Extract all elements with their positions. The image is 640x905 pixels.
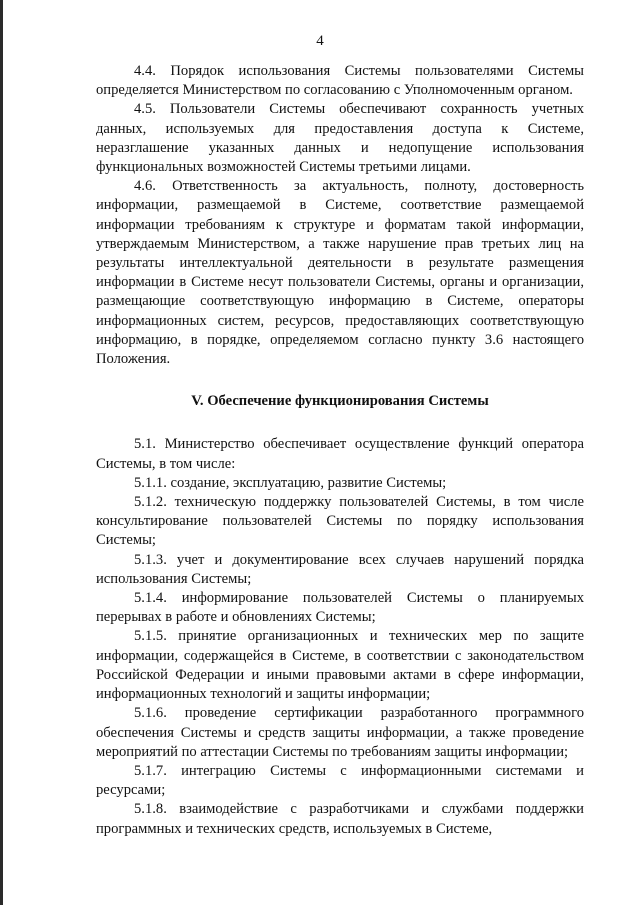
paragraph-5-1-1: 5.1.1. создание, эксплуатацию, развитие Системы; (134, 474, 447, 491)
paragraph-4-4: 4.4. Порядок использования Системы пользователями Системы определяется Министерством по согласованию с Уполномоченным органом. (96, 63, 584, 99)
paragraph-5-1-6: 5.1.6. проведение сертификации разработанного программного обеспечения Системы и средств защиты информации, а также проведение мероприятий по аттестации Системы по требованиям защиты информации; (96, 705, 584, 760)
paragraph-5-1-8: 5.1.8. взаимодействие с разработчиками и службами поддержки программных и технических средств, используемых в Системе, (96, 801, 584, 837)
section-heading: V. Обеспечение функционирования Системы (191, 393, 489, 410)
paragraph-5-1-4: 5.1.4. информирование пользователей Системы о планируемых перерывах в работе и обновлениях Системы; (96, 590, 584, 626)
page-edge-shadow (0, 0, 3, 905)
paragraph-5-1-2: 5.1.2. техническую поддержку пользователей Системы, в том числе консультирование пользователей Системы по порядку использования Системы; (96, 494, 584, 549)
document-body (96, 62, 584, 839)
paragraph-5-1-7: 5.1.7. интеграцию Системы с информационными системами и ресурсами; (96, 762, 584, 799)
paragraph-5-1: 5.1. Министерство обеспечивает осуществление функций оператора Системы, в том числе: (96, 436, 584, 472)
paragraph-4-5: 4.5. Пользователи Системы обеспечивают сохранность учетных данных, используемых для предоставления доступа к Системе, неразглашение указанных данных и недопущение использования функциональных возможностей Системы третьими лицами. (96, 101, 584, 176)
paragraph-4-6: 4.6. Ответственность за актуальность, полноту, достоверность информации, размещаемой в Системе, соответствие размещаемой информации требованиям к структуре и форматам такой информации, утверждаемым Министерством, а также нарушение прав третьих лиц на результаты интеллектуальной деятельности в результате размещения информации в Системе несут пользователи Системы, органы и организации, размещающие соответствующую информацию в Системе, операторы информационных систем, ресурсов, предоставляющих соответствующую информацию, в порядке, определяемом согласно пункту 3.6 настоящего Положения. (96, 178, 584, 368)
page-number: 4 (316, 33, 324, 49)
paragraph-5-1-3: 5.1.3. учет и документирование всех случаев нарушений порядка использования Системы; (96, 551, 584, 587)
paragraph-5-1-5: 5.1.5. принятие организационных и технических мер по защите информации, содержащейся в Системе, в соответствии с законодательством Российской Федерации и иными правовыми актами в сфере информации, информационных технологий и защиты информации; (96, 628, 584, 703)
